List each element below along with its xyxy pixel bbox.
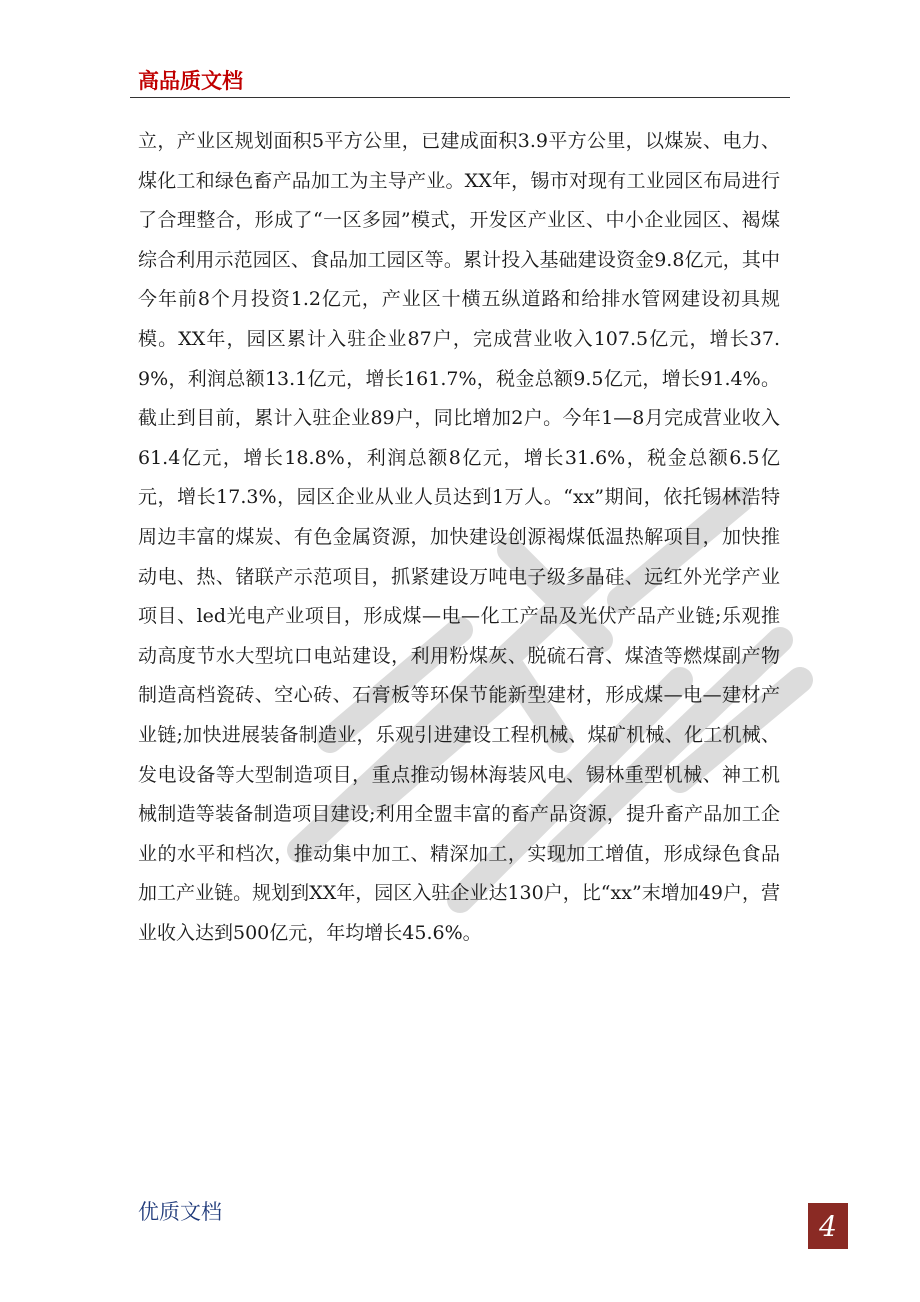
header-divider [130,97,790,98]
page-number: 4 [819,1210,837,1243]
body-paragraph: 立，产业区规划面积5平方公里，已建成面积3.9平方公里，以煤炭、电力、煤化工和绿色畜产品加工为主导产业。XX年，锡市对现有工业园区布局进行了合理整合，形成了“一区多园”模式，开发区产业区、中小企业园区、褐煤综合利用示范园区、食品加工园区等。累计投入基础建设资金9.8亿元，其中今年前8个月投资1.2亿元，产业区十横五纵道路和给排水管网建设初具规模。XX年，园区累计入驻企业87户，完成营业收入107.5亿元，增长37.9%，利润总额13.1亿元，增长161.7%，税金总额9.5亿元，增长91.4%。截止到目前，累计入驻企业89户，同比增加2户。今年1—8月完成营业收入61.4亿元，增长18.8%，利润总额8亿元，增长31.6%，税金总额6.5亿元，增长17.3%，园区企业从业人员达到1万人。“xx”期间，依托锡林浩特周边丰富的煤炭、有色金属资源，加快建设创源褐煤低温热解项目，加快推动电、热、锗联产示范项目，抓紧建设万吨电子级多晶硅、远红外光学产业项目、led光电产业项目，形成煤—电—化工产品及光伏产品产业链;乐观推动高度节水大型坑口电站建设，利用粉煤灰、脱硫石膏、煤渣等燃煤副产物制造高档瓷砖、空心砖、石膏板等环保节能新型建材，形成煤—电—建材产业链;加快进展装备制造业，乐观引进建设工程机械、煤矿机械、化工机械、发电设备等大型制造项目，重点推动锡林海装风电、锡林重型机械、神工机械制造等装备制造项目建设;利用全盟丰富的畜产品资源，提升畜产品加工企业的水平和档次，推动集中加工、精深加工，实现加工增值，形成绿色食品加工产业链。规划到XX年，园区入驻企业达130户，比“xx”末增加49户，营业收入达到500亿元，年均增长45.6%。 [138,130,780,944]
footer-label: 优质文档 [138,1200,222,1224]
body-text [138,122,780,953]
header-title: 高品质文档 [138,69,243,93]
page-number-badge [808,1203,850,1251]
